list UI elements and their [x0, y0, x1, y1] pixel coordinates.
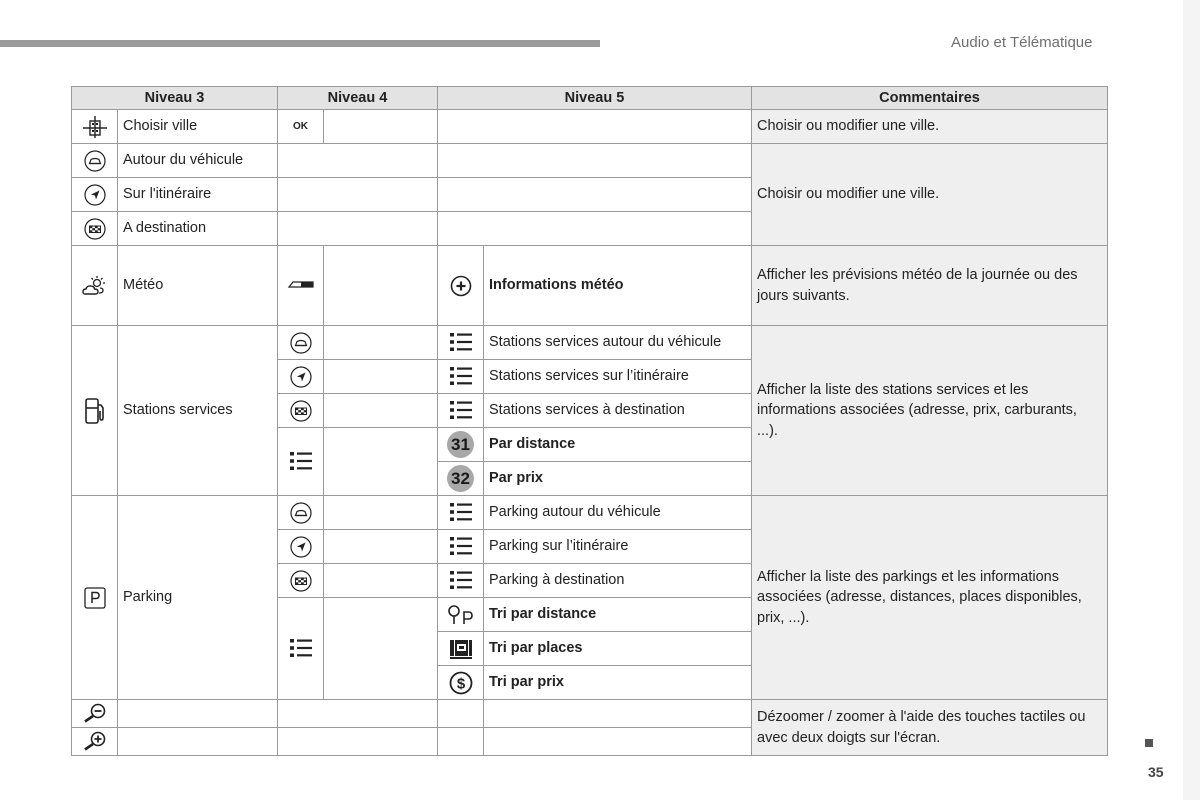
table-row	[72, 496, 1108, 530]
stations-comment: Afficher la liste des stations services et les informations associées (adresse, prix, carburants, ...).	[752, 326, 1108, 496]
parking-comment: Afficher la liste des parkings et les informations associées (adresse, distances, places disponibles, prix, ...).	[752, 496, 1108, 700]
list-icon	[449, 502, 473, 522]
tri-par-prix-label: Tri par prix	[484, 666, 752, 700]
parking-destination-label: Parking à destination	[484, 564, 752, 598]
choisir-ville-comment: Choisir ou modifier une ville.	[752, 110, 1108, 144]
zoom-in-icon	[82, 731, 108, 751]
navigation-menu-table	[71, 86, 1108, 756]
slider-icon	[287, 279, 315, 291]
list-icon	[449, 400, 473, 420]
header-niveau-3: Niveau 3	[72, 87, 278, 110]
a-destination-label: A destination	[118, 212, 278, 246]
list-icon	[449, 366, 473, 386]
meteo-label: Météo	[118, 246, 278, 326]
price-icon	[449, 671, 473, 695]
parking-itineraire-label: Parking sur l’itinéraire	[484, 530, 752, 564]
ok-button-label: OK	[293, 121, 308, 133]
list-icon	[289, 451, 313, 471]
route-icon	[290, 536, 312, 558]
table-row	[72, 700, 1108, 728]
weather-icon	[82, 275, 108, 297]
around-comment: Choisir ou modifier une ville.	[752, 144, 1108, 246]
destination-icon	[84, 218, 106, 240]
fuel-pump-icon	[84, 397, 106, 425]
route-icon	[84, 184, 106, 206]
stations-itineraire-label: Stations services sur l’itinéraire	[484, 360, 752, 394]
add-circle-icon	[450, 275, 472, 297]
vehicle-icon	[84, 150, 106, 172]
list-icon	[449, 536, 473, 556]
parking-label: Parking	[118, 496, 278, 700]
distance-pin-icon	[447, 604, 475, 626]
list-icon	[289, 638, 313, 658]
reference-badge: 32	[447, 465, 474, 492]
meteo-comment: Afficher les prévisions météo de la journée ou des jours suivants.	[752, 246, 1108, 326]
autour-du-vehicule-label: Autour du véhicule	[118, 144, 278, 178]
section-title: Audio et Télématique	[951, 34, 1093, 51]
table-row	[72, 144, 1108, 178]
parking-places-icon	[448, 638, 474, 660]
destination-icon	[290, 400, 312, 422]
sur-itineraire-label: Sur l'itinéraire	[118, 178, 278, 212]
page-number: 35	[1148, 764, 1164, 780]
zoom-comment: Dézoomer / zoomer à l'aide des touches tactiles ou avec deux doigts sur l'écran.	[752, 700, 1108, 756]
parking-icon	[84, 587, 106, 609]
choisir-ville-label: Choisir ville	[118, 110, 278, 144]
svg-text:$: $	[456, 675, 465, 692]
header-niveau-4: Niveau 4	[278, 87, 438, 110]
list-icon	[449, 570, 473, 590]
par-distance-label: Par distance	[484, 428, 752, 462]
vehicle-icon	[290, 332, 312, 354]
destination-icon	[290, 570, 312, 592]
reference-badge: 31	[447, 431, 474, 458]
parking-autour-label: Parking autour du véhicule	[484, 496, 752, 530]
tri-par-places-label: Tri par places	[484, 632, 752, 666]
stations-destination-label: Stations services à destination	[484, 394, 752, 428]
table-row	[72, 326, 1108, 360]
route-icon	[290, 366, 312, 388]
informations-meteo-label: Informations météo	[484, 246, 752, 326]
page-marker	[1145, 739, 1153, 747]
table-row	[72, 246, 1108, 326]
header-niveau-5: Niveau 5	[438, 87, 752, 110]
vehicle-icon	[290, 502, 312, 524]
table-row	[72, 110, 1108, 144]
top-rule	[0, 40, 600, 47]
zoom-out-icon	[82, 703, 108, 723]
tri-par-distance-label: Tri par distance	[484, 598, 752, 632]
list-icon	[449, 332, 473, 352]
city-icon	[82, 115, 108, 139]
header-commentaires: Commentaires	[752, 87, 1108, 110]
par-prix-label: Par prix	[484, 462, 752, 496]
stations-autour-label: Stations services autour du véhicule	[484, 326, 752, 360]
stations-services-label: Stations services	[118, 326, 278, 496]
page-edge-strip	[1183, 0, 1200, 800]
